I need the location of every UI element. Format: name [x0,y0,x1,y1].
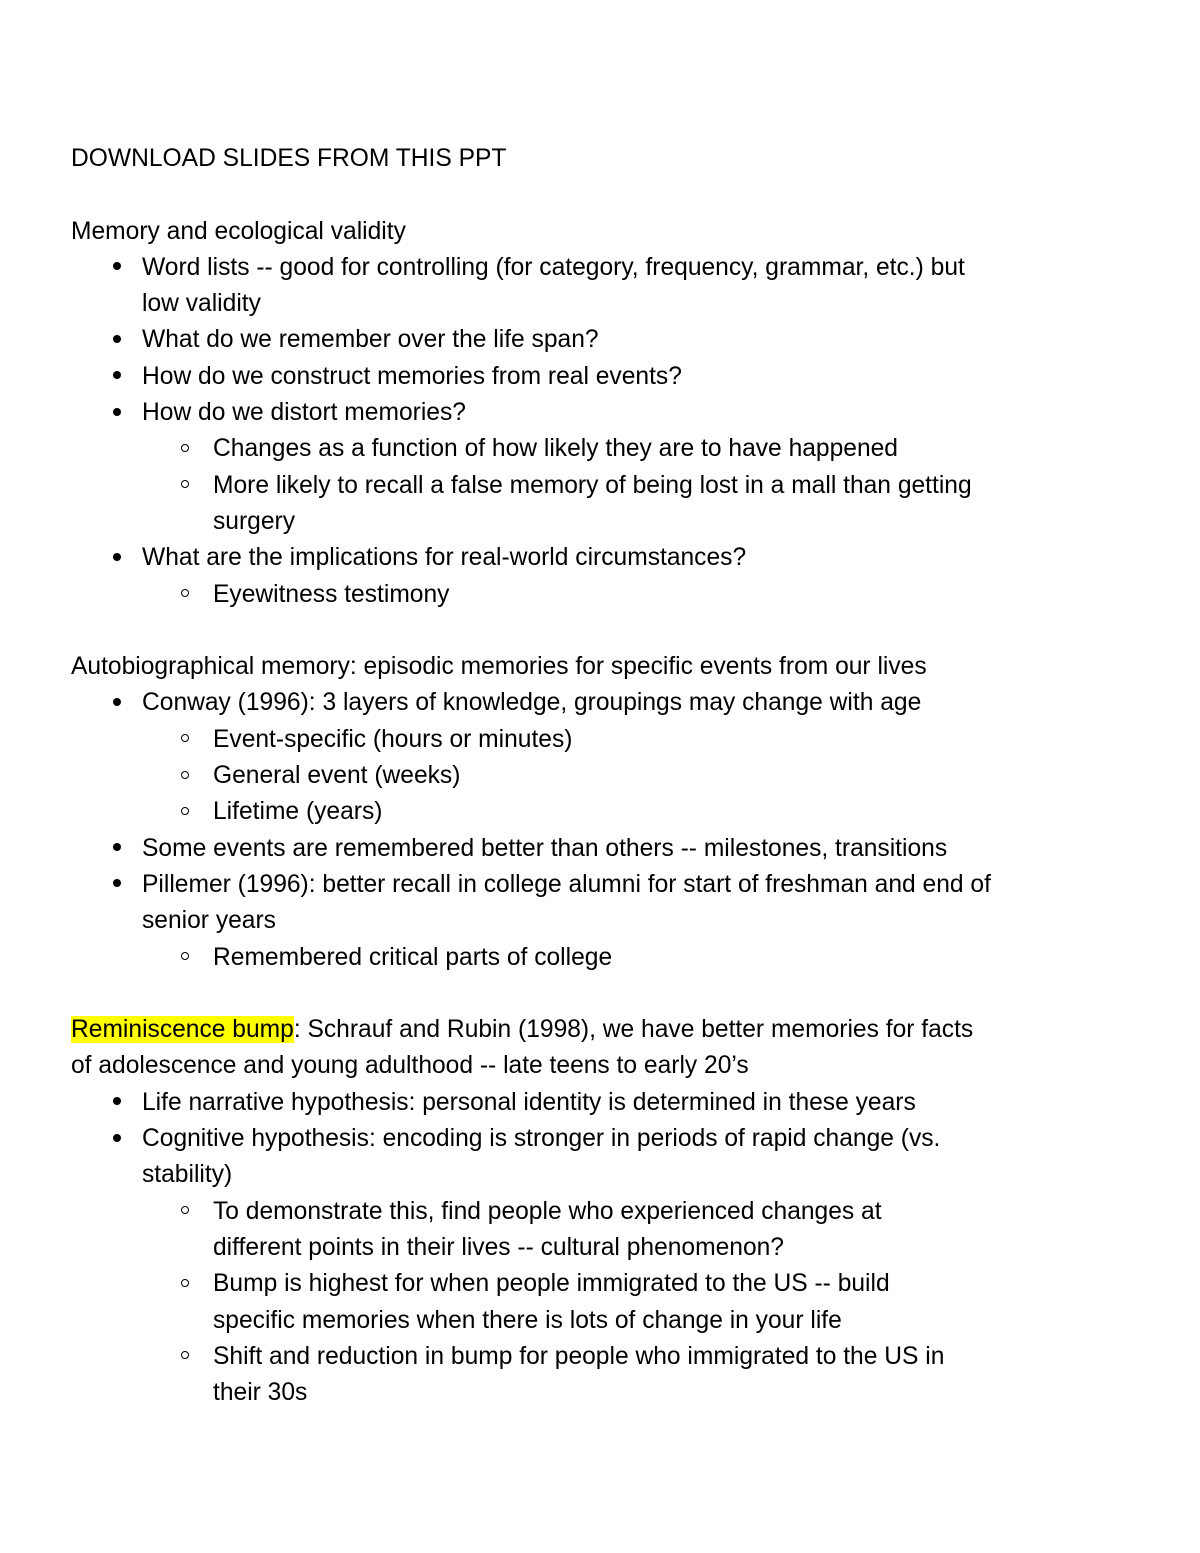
section-heading: Autobiographical memory: episodic memories for specific events from our lives [71,653,927,681]
hollow-bullet-icon [175,722,195,758]
list-item [71,395,1100,431]
sub-list-item [71,1339,1100,1412]
spacer [71,613,1100,649]
list-item [71,1085,1100,1121]
list-item-text: Cognitive hypothesis: encoding is stronger in periods of rapid change (vs. stability) [142,1125,941,1189]
bullet-icon [107,867,127,903]
list-item-text: To demonstrate this, find people who experienced changes at different points in their lives -- cultural phenomenon? [213,1197,882,1261]
list-item-text: Pillemer (1996): better recall in college alumni for start of freshman and end of senior years [142,870,991,935]
page-title: DOWNLOAD SLIDES FROM THIS PPT [71,145,507,172]
bullet-icon [107,322,127,358]
sub-list-item [71,431,1100,467]
list-item [71,359,1100,395]
hollow-bullet-icon [175,1266,195,1302]
list-item [71,1121,1100,1194]
list-item-text: General event (weeks) [213,762,461,790]
spacer [71,177,1100,213]
sub-list-item [71,1266,1100,1339]
list-item-text: What do we remember over the life span? [142,326,599,354]
list-item-text: Life narrative hypothesis: personal identity is determined in these years [142,1088,916,1116]
bullet-icon [107,540,127,576]
list-item [71,867,1100,940]
list-item-text: Conway (1996): 3 layers of knowledge, groupings may change with age [142,689,922,717]
highlighted-term: Reminiscence bump [71,1016,294,1044]
list-item-text: Eyewitness testimony [213,580,450,608]
bullet-icon [107,1121,127,1157]
section-heading: Memory and ecological validity [71,217,406,245]
list-item-text: What are the implications for real-world circumstances? [142,544,747,572]
sub-list-item [71,722,1100,758]
list-item-text: Bump is highest for when people immigrated to the US -- build specific memories when there is lots of change in your life [213,1270,890,1334]
list-item [71,685,1100,721]
list-item [71,540,1100,576]
bullet-icon [107,395,127,431]
section-heading-text: : Schrauf and Rubin (1998), we have better memories for facts of adolescence and young adulthood -- late teens to early 20’s [71,1016,974,1080]
section-heading [71,1012,1100,1085]
hollow-bullet-icon [175,577,195,613]
sub-list-item [71,794,1100,830]
hollow-bullet-icon [175,1339,195,1375]
sub-list-item [71,758,1100,794]
hollow-bullet-icon [175,468,195,504]
list-item-text: More likely to recall a false memory of being lost in a mall than getting surgery [213,471,972,535]
bullet-icon [107,685,127,721]
hollow-bullet-icon [175,758,195,794]
list-item [71,831,1100,867]
list-item-text: Word lists -- good for controlling (for category, frequency, grammar, etc.) but low validity [142,253,965,318]
sub-list-item [71,940,1100,976]
list-item [71,322,1100,358]
list-item-text: Changes as a function of how likely they are to have happened [213,435,898,463]
list-item-text: Shift and reduction in bump for people who immigrated to the US in their 30s [213,1342,945,1407]
list-item-text: Event-specific (hours or minutes) [213,725,573,753]
bullet-icon [107,1085,127,1121]
list-item [71,250,1100,323]
sub-list-item [71,577,1100,613]
bullet-icon [107,359,127,395]
bullet-icon [107,250,127,286]
spacer [71,976,1100,1012]
sub-list-item [71,1194,1100,1267]
hollow-bullet-icon [175,1194,195,1230]
bullet-icon [107,831,127,867]
list-item-text: How do we distort memories? [142,399,466,427]
list-item-text: Remembered critical parts of college [213,943,613,971]
sub-list-item [71,468,1100,541]
list-item-text: Some events are remembered better than others -- milestones, transitions [142,834,948,862]
hollow-bullet-icon [175,940,195,976]
hollow-bullet-icon [175,794,195,830]
list-item-text: How do we construct memories from real events? [142,362,682,390]
hollow-bullet-icon [175,431,195,467]
list-item-text: Lifetime (years) [213,798,383,826]
